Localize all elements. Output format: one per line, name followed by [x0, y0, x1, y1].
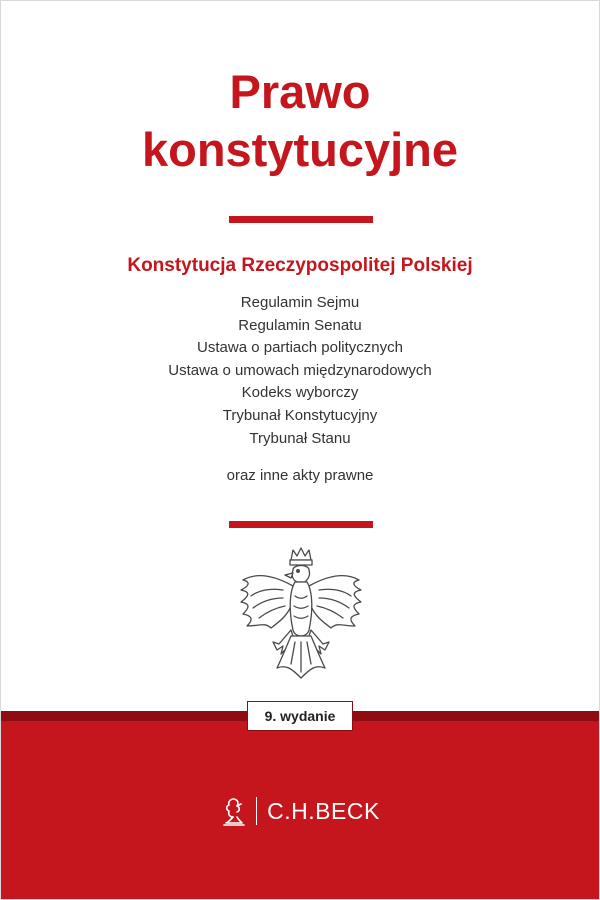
title-line-1: Prawo — [229, 65, 371, 118]
book-title — [1, 63, 599, 179]
publisher-logo — [1, 793, 599, 829]
act-item: Ustawa o umowach międzynarodowych — [168, 361, 432, 379]
top-divider — [229, 216, 373, 223]
act-item: Regulamin Senatu — [238, 316, 362, 334]
edition-badge: 9. wydanie — [247, 701, 353, 731]
act-item: Ustawa o partiach politycznych — [197, 339, 403, 357]
bottom-divider — [229, 521, 373, 528]
act-item: Trybunał Stanu — [249, 429, 351, 447]
subtitle: Konstytucja Rzeczypospolitej Polskiej — [127, 255, 473, 276]
other-acts-note: oraz inne akty prawne — [226, 467, 374, 484]
lion-logo-icon — [220, 795, 248, 827]
act-item: Trybunał Konstytucyjny — [222, 406, 378, 424]
act-item: Kodeks wyborczy — [241, 384, 359, 402]
acts-list — [1, 292, 599, 450]
polish-white-eagle-icon — [235, 546, 367, 686]
publisher-name: C.H.BECK — [267, 797, 380, 824]
title-line-2: konstytucyjne — [141, 123, 459, 176]
publisher-separator — [256, 797, 257, 825]
act-item: Regulamin Sejmu — [240, 294, 360, 311]
